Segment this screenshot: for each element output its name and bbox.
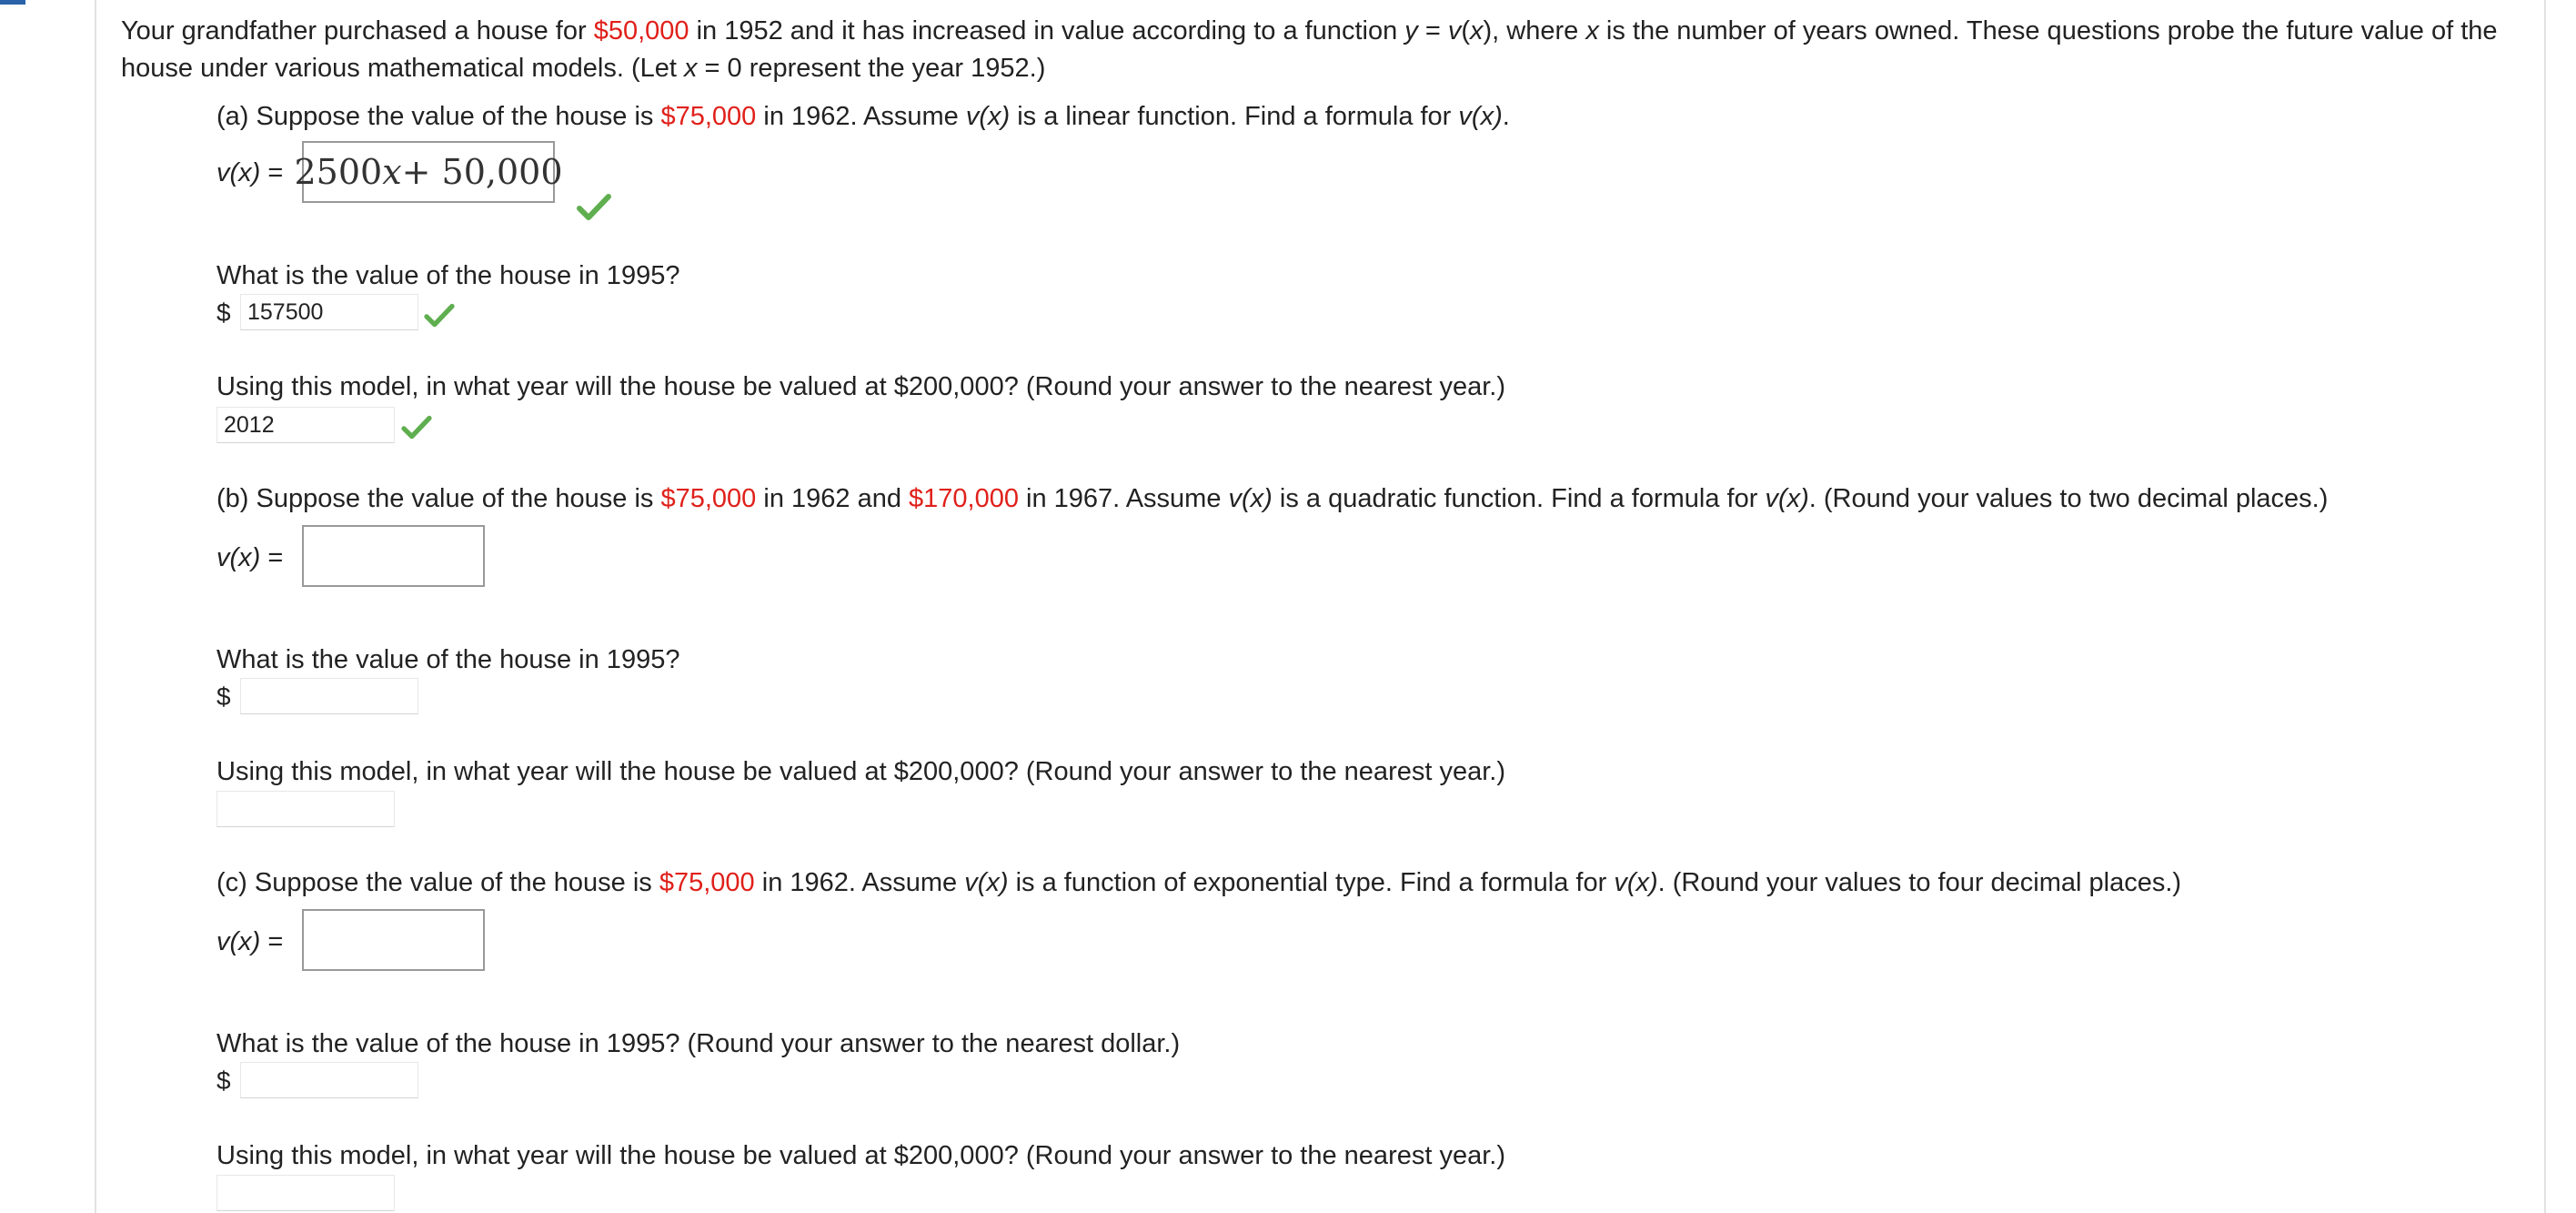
part-c-vx-label: v(x) = [216,927,284,956]
part-a-formula-answer[interactable]: 2500 x + 50,000 [302,141,555,203]
part-b-year-input[interactable] [216,791,395,827]
part-b-question-1995: What is the value of the house in 1995? [216,645,680,674]
part-c-year-input[interactable] [216,1175,395,1211]
check-icon [577,193,611,222]
part-b-dollar-sign: $ [216,682,231,711]
part-a-value-1995-input[interactable] [240,294,418,330]
left-divider [95,0,96,1213]
part-b-vx-label: v(x) = [216,543,284,572]
part-a-question-1995: What is the value of the house in 1995? [216,261,680,290]
part-c-dollar-sign: $ [216,1066,231,1095]
part-a-year-input[interactable] [216,407,395,443]
part-a-vx-label: v(x) = [216,158,284,187]
part-a-dollar-sign: $ [216,298,231,327]
part-b-question-year: Using this model, in what year will the house be valued at $200,000? (Round your answer to the nearest year.) [216,757,1505,786]
part-c-prompt: (c) Suppose the value of the house is $75,000 in 1962. Assume v(x) is a function of exponential type. Find a formula for v(x). (Round your values to four decimal places.) [216,868,2182,897]
part-b-formula-input[interactable] [302,525,485,587]
part-c-question-1995: What is the value of the house in 1995? (Round your answer to the nearest dollar.) [216,1029,1181,1058]
part-b-prompt: (b) Suppose the value of the house is $75,000 in 1962 and $170,000 in 1967. Assume v(x) is a quadratic function. Find a formula for v(x). (Round your values to two decimal places.) [216,484,2329,513]
part-b-value-1995-input[interactable] [240,678,418,714]
question-intro: Your grandfather purchased a house for $50,000 in 1952 and it has increased in value according to a function y = v(x), where x is the number of years owned. These questions probe the future value of the house under various mathematical models. (Let x = 0 represent the year 1952.) [121,16,2498,83]
check-icon [401,415,432,440]
check-icon [424,303,455,329]
part-a-question-year: Using this model, in what year will the house be valued at $200,000? (Round your answer to the nearest year.) [216,372,1505,401]
part-c-value-1995-input[interactable] [240,1062,418,1098]
initial-price: $50,000 [593,16,689,45]
right-divider [2544,0,2546,1213]
part-c-formula-input[interactable] [302,909,485,971]
corner-accent [0,0,25,5]
part-c-question-year: Using this model, in what year will the house be valued at $200,000? (Round your answer to the nearest year.) [216,1141,1505,1170]
part-a-prompt: (a) Suppose the value of the house is $75,000 in 1962. Assume v(x) is a linear function. Find a formula for v(x). [216,102,1510,131]
